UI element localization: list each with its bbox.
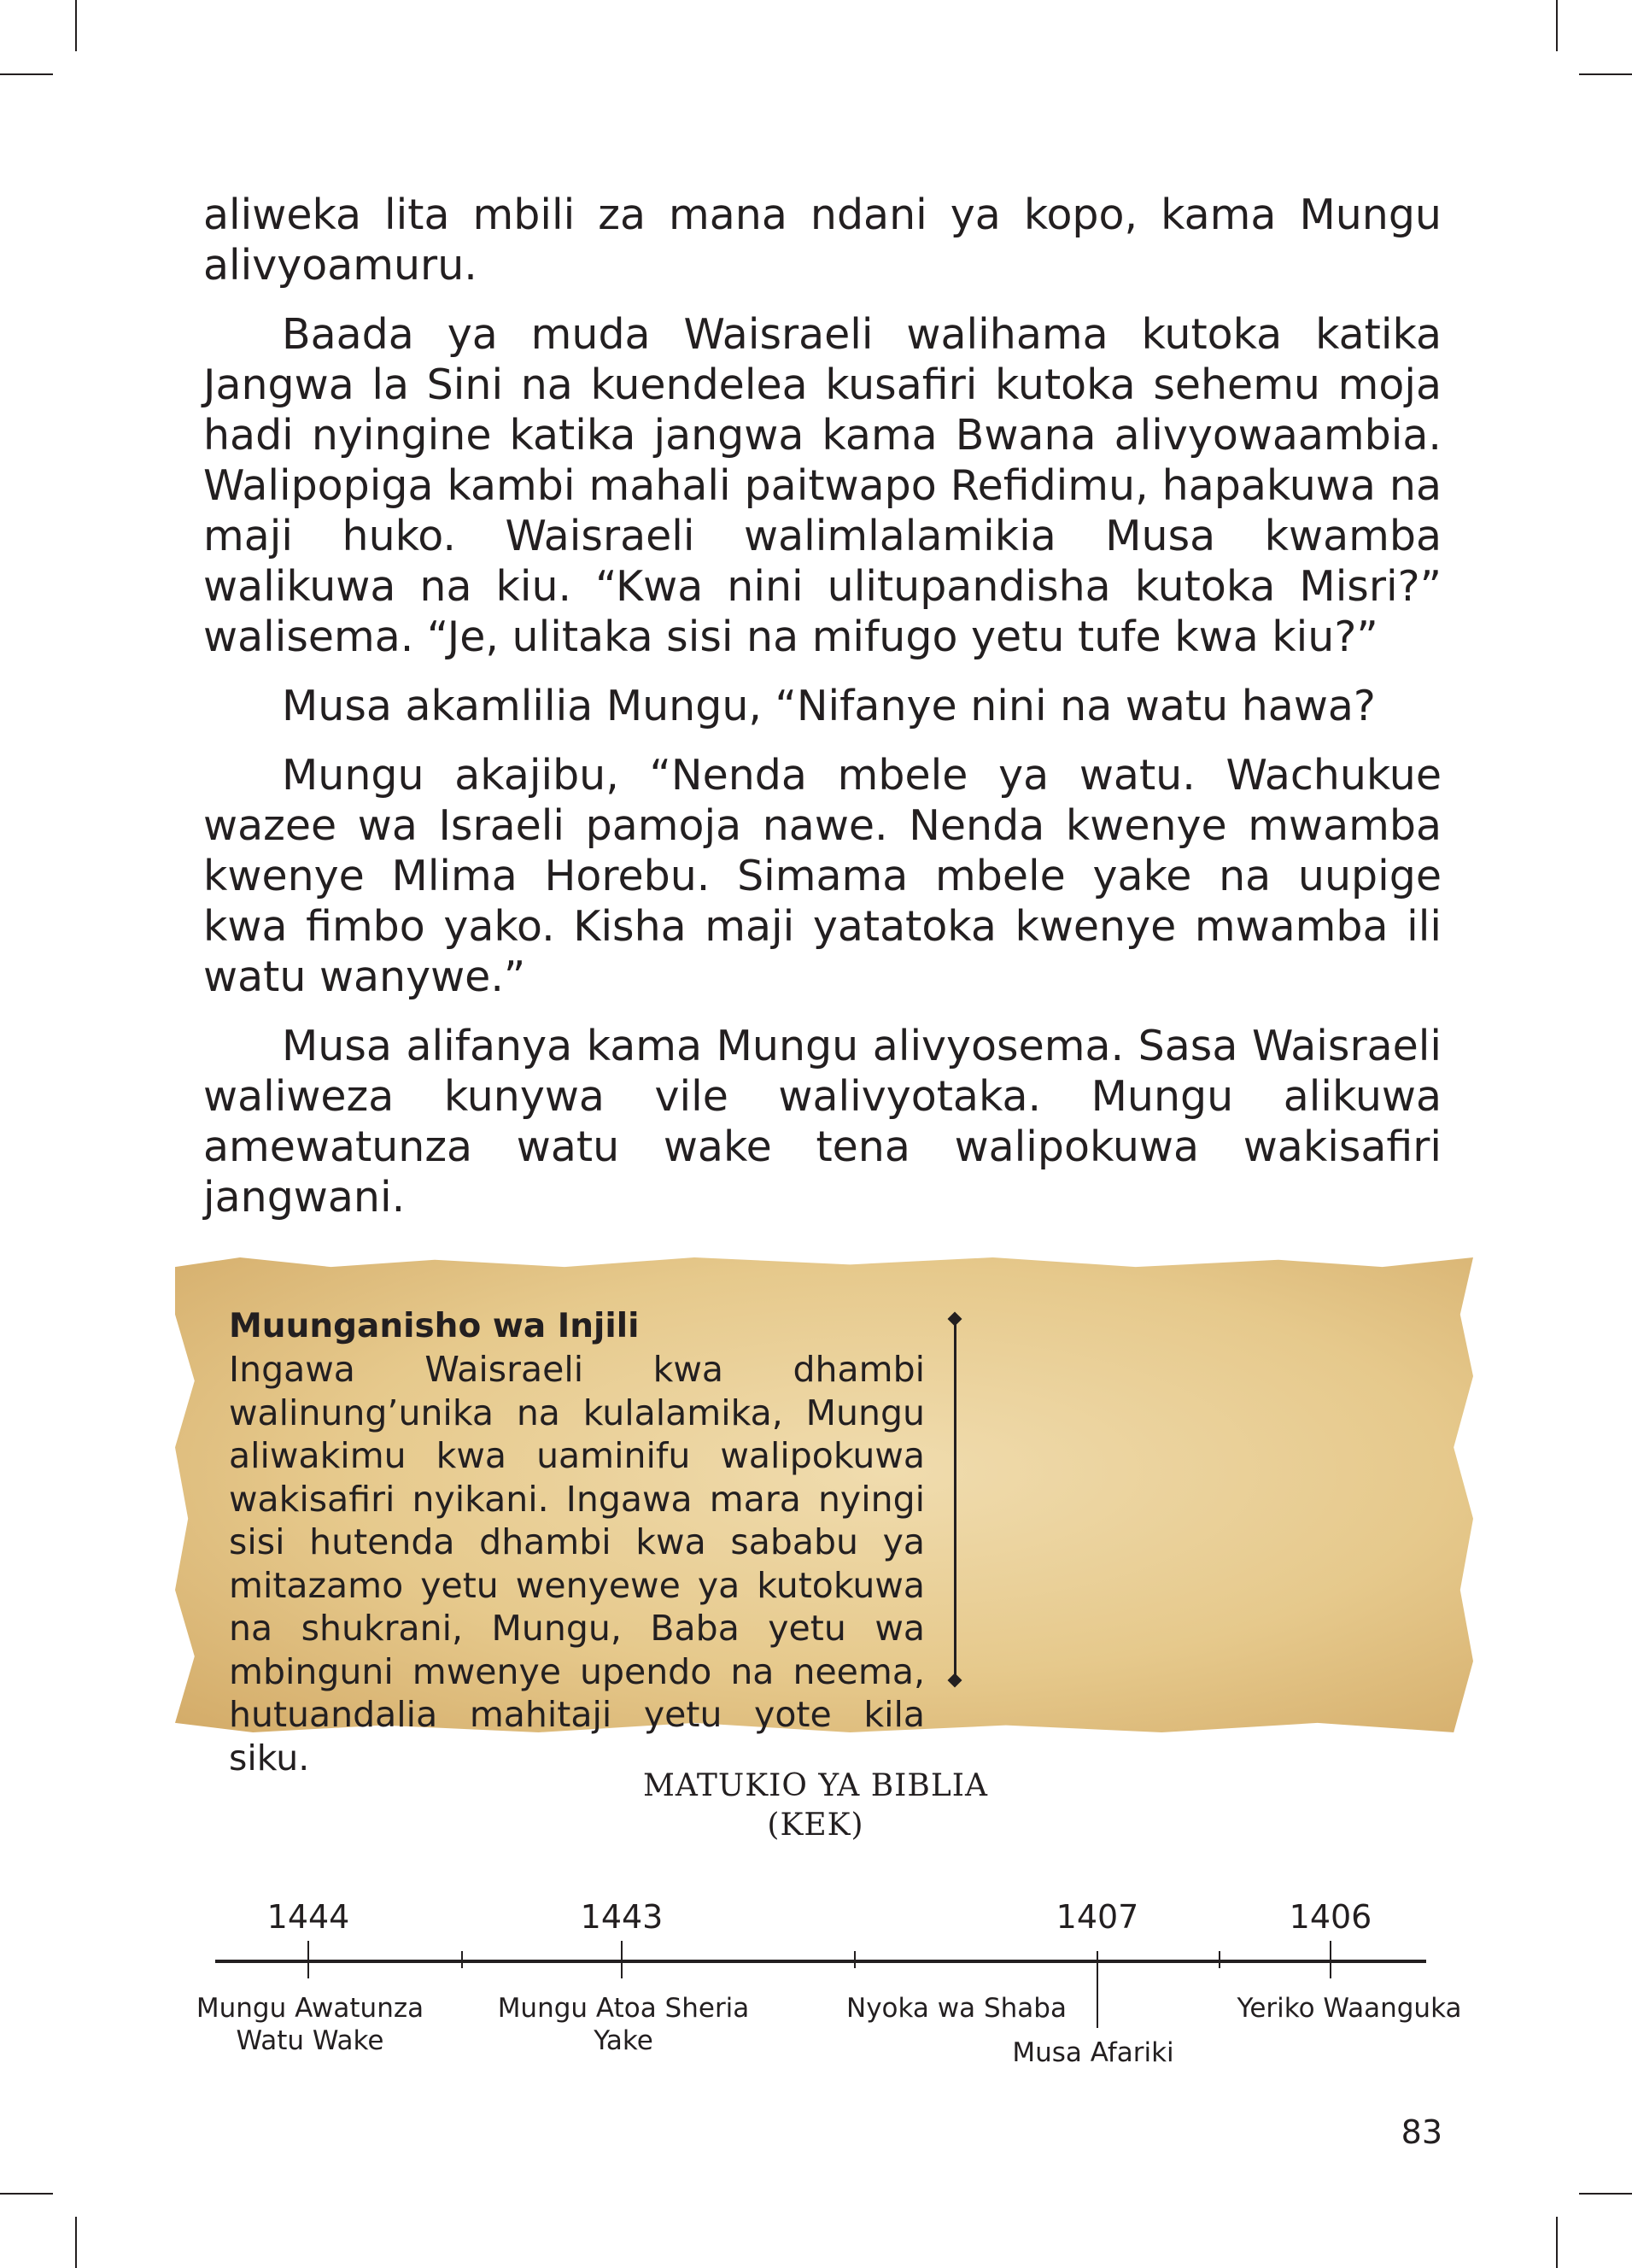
timeline-title: MATUKIO YA BIBLIA [643,1768,988,1803]
timeline-event: Mungu Atoa Sheria Yake [497,1993,750,2056]
timeline-year: 1444 [266,1898,350,1936]
gospel-box-text: Ingawa Waisraeli kwa dhambi walinung’unika na kulalamika, Mungu aliwakimu kwa uaminifu walipokuwa wakisafiri nyikani. Ingawa mara nyingi sisi hutenda dhambi kwa sababu ya mitazamo yetu wenyewe ya kutokuwa na shukrani, Mungu, Baba yetu wa mbinguni mwenye upendo na neema, hutuandalia mahitaji yetu yote kila siku. [229,1349,925,1779]
timeline-tick [461,1951,463,1968]
timeline-event: Musa Afariki [1012,2037,1174,2068]
story-text [203,190,1442,1241]
timeline-year: 1407 [1056,1898,1139,1936]
timeline-axis [215,1960,1426,1963]
timeline-tick [621,1941,623,1978]
timeline-tick [1219,1951,1220,1968]
timeline-event: Nyoka wa Shaba [846,1993,1067,2024]
timeline-year: 1443 [580,1898,664,1936]
gospel-box-title: Muunganisho wa Injili [229,1307,640,1345]
timeline-tick [1330,1941,1331,1978]
crop-mark [1579,2193,1632,2195]
crop-mark [1556,0,1558,51]
crop-mark [1556,2217,1558,2268]
page-number: 83 [1401,2113,1442,2151]
paragraph: Mungu akajibu, “Nenda mbele ya watu. Wachukue wazee wa Israeli pamoja nawe. Nenda kwenye mwamba kwenye Mlima Horebu. Simama mbele yake na uupige kwa fimbo yako. Kisha maji yatatoka kwenye mwamba ili watu wanywe.” [203,751,1442,1001]
crop-mark [0,73,53,75]
crop-mark [75,0,77,51]
divider-line [954,1320,956,1680]
paragraph: Musa alifanya kama Mungu alivyosema. Sasa Waisraeli waliweza kunywa vile walivyotaka. Mungu alikuwa amewatunza watu wake tena walipokuwa wakisafiri jangwani. [203,1022,1442,1222]
timeline-event: Yeriko Waanguka [1237,1993,1462,2024]
timeline-year: 1406 [1289,1898,1372,1936]
gospel-connection-box [229,1305,925,1779]
timeline-subtitle: (KEK) [767,1808,864,1843]
crop-mark [1579,73,1632,75]
timeline-tick [854,1951,856,1968]
timeline-event: Mungu Awatunza Watu Wake [196,1993,424,2056]
crop-mark [0,2193,53,2195]
paragraph: aliweka lita mbili za mana ndani ya kopo, kama Mungu alivyoamuru. [203,190,1442,290]
paragraph: Musa akamlilia Mungu, “Nifanye nini na watu hawa? [282,682,1376,730]
timeline-tick [307,1941,309,1978]
crop-mark [75,2217,77,2268]
paragraph: Baada ya muda Waisraeli walihama kutoka katika Jangwa la Sini na kuendelea kusafiri kutoka sehemu moja hadi nyingine katika jangwa kama Bwana alivyowaambia. Walipopiga kambi mahali paitwapo Refidimu, hapakuwa na maji huko. Waisraeli walimlalamikia Musa kwamba walikuwa na kiu. “Kwa nini ulitupandisha kutoka Misri?” walisema. “Je, ulitaka sisi na mifugo yetu tufe kwa kiu?” [203,310,1442,661]
